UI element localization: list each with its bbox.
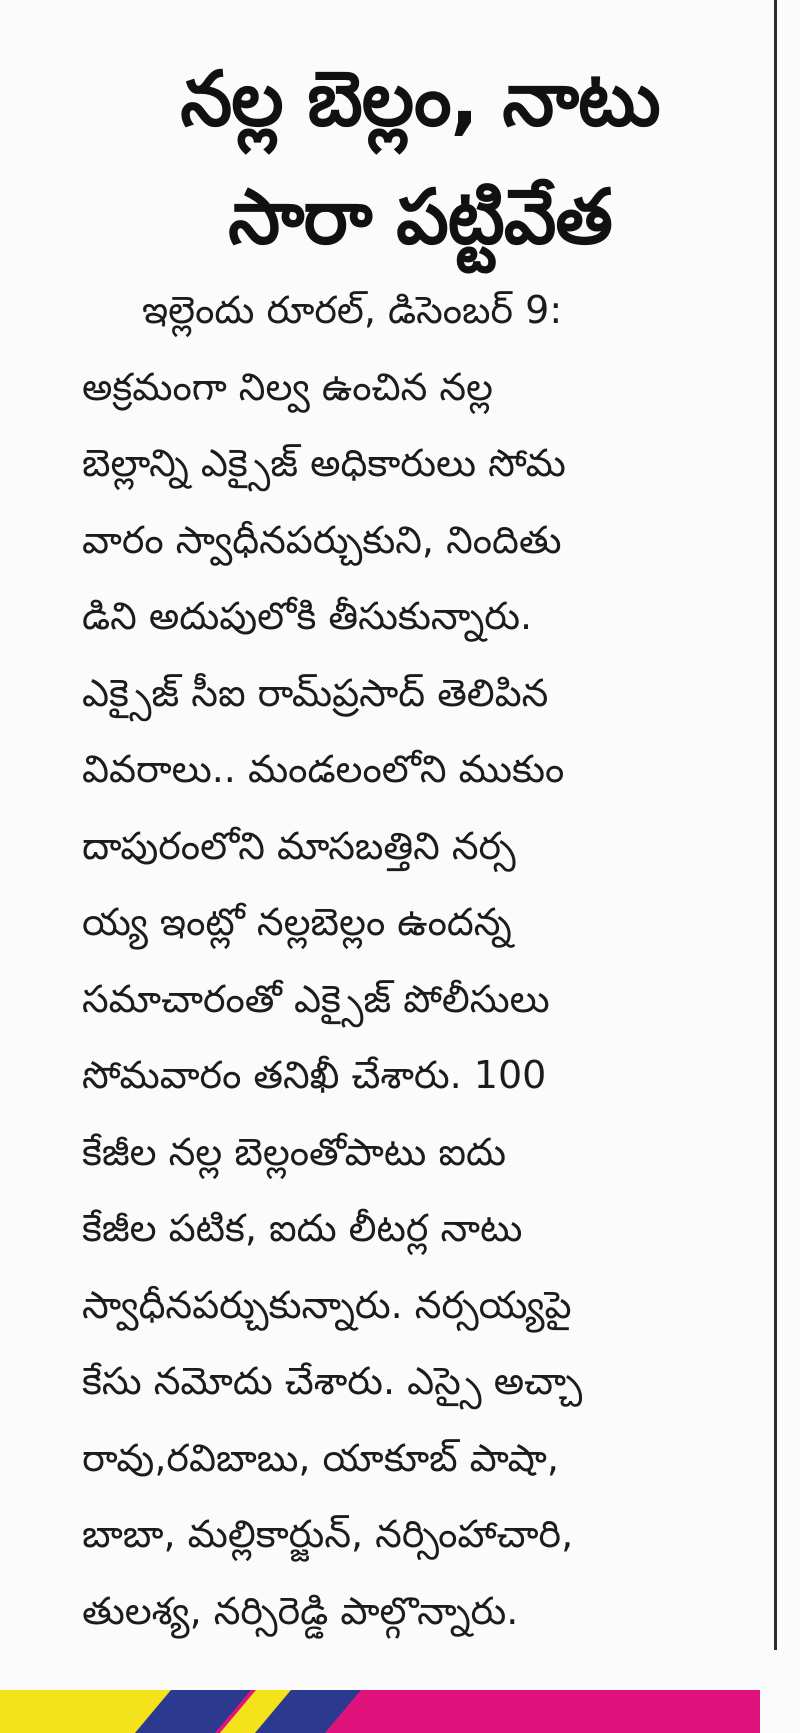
body-line: బాబా, మల్లికార్జున్, నర్సింహాచారి, <box>82 1512 574 1556</box>
body-line: సమాచారంతో ఎక్సైజ్ పోలీసులు <box>82 976 550 1021</box>
bottom-margin <box>0 1650 800 1690</box>
body-line: కేసు నమోదు చేశారు. ఎస్సై అచ్చా <box>82 1359 583 1403</box>
column-rule <box>774 0 777 1650</box>
body-line: సోమవారం తనిఖీ చేశారు. 100 <box>82 1053 547 1097</box>
body-line: వివరాలు.. మండలంలోని ముకుం <box>82 747 565 791</box>
body-line: రావు,రవిబాబు, యాకూబ్ పాషా, <box>82 1435 559 1480</box>
headline <box>70 40 770 276</box>
body-line: తులశ్య, నర్సిరెడ్డి పాల్గొన్నారు. <box>82 1588 519 1633</box>
body-line: కేజీల పటిక, ఐదు లీటర్ల నాటు <box>82 1206 523 1250</box>
article-body <box>82 272 722 1649</box>
body-line: కేజీల నల్ల బెల్లంతోపాటు ఐదు <box>82 1129 506 1174</box>
body-line: డిని అదుపులోకి తీసుకున్నారు. <box>82 594 533 638</box>
body-line: ఎక్సైజ్ సీఐ రామ్‌ప్రసాద్ తెలిపిన <box>82 670 549 715</box>
body-line: ఇల్లెందు రూరల్, డిసెంబర్ 9: <box>142 288 563 332</box>
body-line: య్య ఇంట్లో నల్లబెల్లం ఉందన్న <box>82 900 512 944</box>
headline-line-1: నల్ల బెల్లం, నాటు <box>180 54 660 143</box>
body-line: వారం స్వాధీనపర్చుకుని, నిందితు <box>82 517 562 562</box>
body-line: స్వాధీనపర్చుకున్నారు. నర్సయ్యపై <box>82 1282 572 1327</box>
body-line: దాపురంలోని మాసబత్తిని నర్స <box>82 823 516 868</box>
body-line: బెల్లాన్ని ఎక్సైజ్ అధికారులు సోమ <box>82 441 566 485</box>
body-line: అక్రమంగా నిల్వ ఉంచిన నల్ల <box>82 364 493 409</box>
headline-line-2: సారా పట్టివేత <box>228 172 612 261</box>
decorative-banner <box>0 1690 760 1733</box>
